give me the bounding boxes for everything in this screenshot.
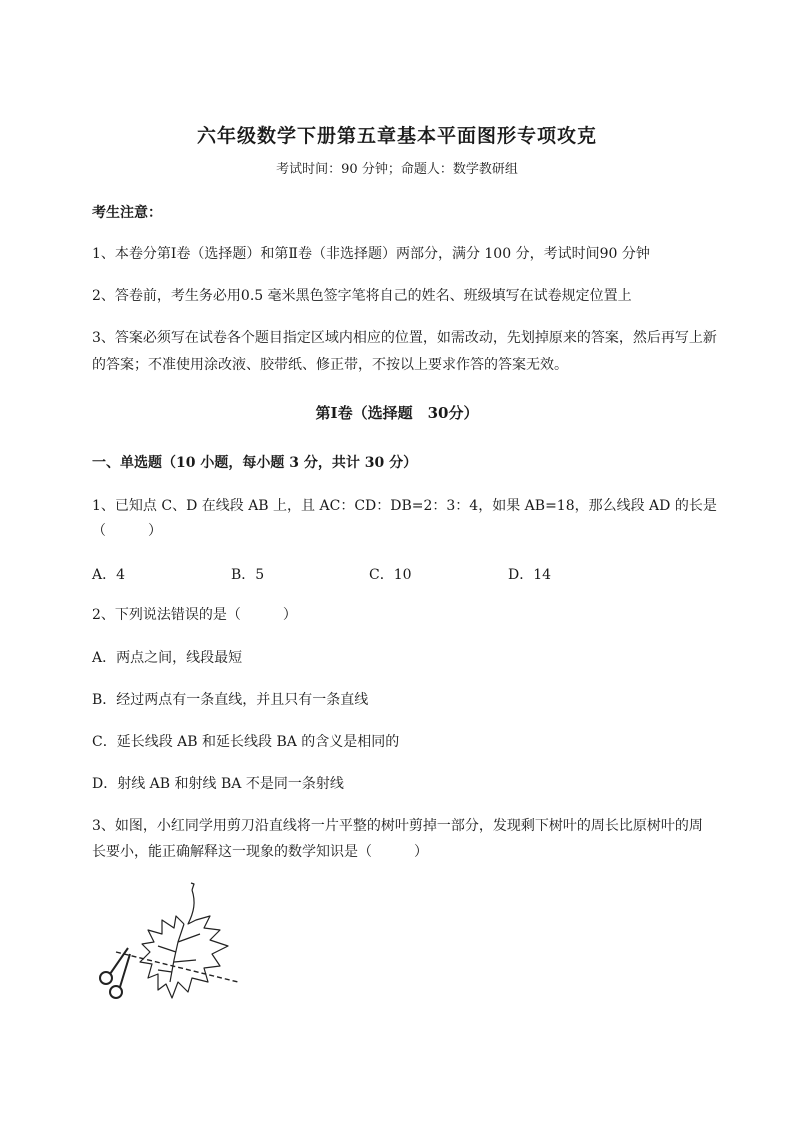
question-2-option-d[interactable]: D．射线 AB 和射线 BA 不是同一条射线 [92,776,344,792]
question-1-option-d[interactable]: D．14 [508,567,552,583]
leaf-icon [140,883,228,998]
question-2-stem: 2、下列说法错误的是（ ） [92,607,297,623]
notice-item: 3、答案必须写在试卷各个题目指定区域内相应的位置，如需改动，先划掉原来的答案，然后再写上新 [92,330,717,346]
notice-heading: 考生注意： [92,205,162,221]
leaf-cut-figure [92,882,242,1014]
section-title: 第Ⅰ卷（选择题 30分） [315,404,479,422]
question-2-option-a[interactable]: A．两点之间，线段最短 [92,650,243,666]
question-1-option-a[interactable]: A．4 [92,567,126,583]
question-1-option-c[interactable]: C．10 [369,567,412,583]
question-2-option-b[interactable]: B．经过两点有一条直线，并且只有一条直线 [92,692,369,708]
question-1-stem: 1、已知点 C、D 在线段 AB 上，且 AC：CD：DB=2：3：4，如果 AB=18，那么线段 AD 的长是 [92,498,717,514]
question-3-stem-continued: 长要小，能正确解释这一现象的数学知识是（ ） [92,844,428,860]
question-1-stem-continued: （ ） [92,523,162,539]
question-1-option-b[interactable]: B．5 [231,567,265,583]
question-3-stem: 3、如图，小红同学用剪刀沿直线将一片平整的树叶剪掉一部分，发现剩下树叶的周长比原树叶的周 [92,818,703,834]
notice-item-continued: 的答案；不准使用涂改液、胶带纸、修正带，不按以上要求作答的答案无效。 [92,357,568,373]
notice-item: 2、答卷前，考生务必用0.5 毫米黑色签字笔将自己的姓名、班级填写在试卷规定位置上 [92,288,632,304]
cut-line-icon [116,952,238,982]
exam-info: 考试时间：90 分钟；命题人：数学教研组 [276,162,518,177]
part-title: 一、单选题（10 小题，每小题 3 分，共计 30 分） [92,455,418,471]
question-2-option-c[interactable]: C．延长线段 AB 和延长线段 BA 的含义是相同的 [92,734,400,750]
scissors-icon [100,948,130,998]
page-title: 六年级数学下册第五章基本平面图形专项攻克 [196,125,597,147]
notice-item: 1、本卷分第Ⅰ卷（选择题）和第Ⅱ卷（非选择题）两部分，满分 100 分，考试时间90 分钟 [92,246,650,262]
